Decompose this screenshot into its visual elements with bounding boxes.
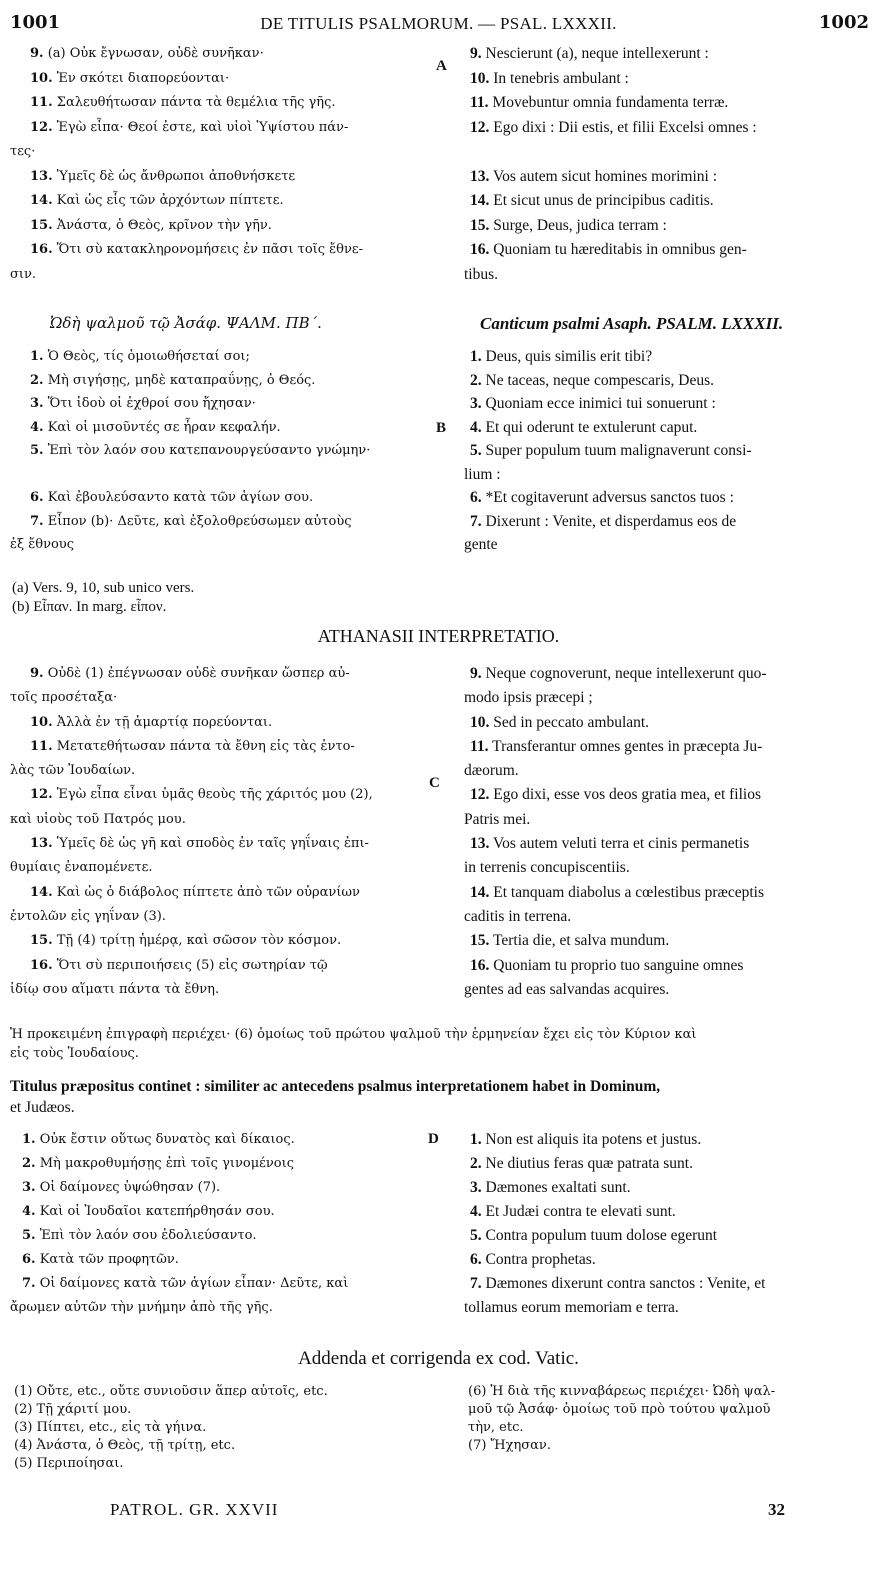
verse-text: Κατὰ τῶν προφητῶν.	[39, 1252, 179, 1267]
verse-line	[464, 686, 868, 710]
latin-column	[464, 662, 868, 1002]
addenda-line: (6) Ἡ διὰ τῆς κινναβάρεως περιέχει· Ὠδὴ ψαλ-	[468, 1384, 776, 1399]
verse-line	[10, 463, 430, 487]
margin-letter-a: A	[436, 58, 447, 74]
verse-text: Μὴ σιγήσῃς, μηδὲ καταπραΰνῃς, ὁ Θεός.	[47, 372, 316, 388]
verse-line	[464, 91, 868, 116]
verse-text: ἄρωμεν αὐτῶν τὴν μνήμην ἀπὸ τῆς γῆς.	[10, 1300, 273, 1315]
verse-number: 5.	[22, 1228, 36, 1243]
verse-number: 6.	[30, 490, 44, 505]
verse-line	[464, 510, 868, 534]
verse-line	[464, 463, 868, 487]
section-interpretatio	[0, 662, 877, 1012]
verse-line	[10, 929, 430, 953]
latin-psalm-title: Canticum psalmi Asaph. PSALM. LXXXII.	[480, 314, 784, 333]
verse-text: Surge, Deus, judica terram :	[493, 216, 667, 234]
verse-line	[464, 783, 868, 807]
verse-text: Καὶ ἐβουλεύσαντο κατὰ τῶν ἁγίων σου.	[47, 490, 314, 505]
verse-number: 12.	[470, 118, 490, 136]
verse-text: tollamus eorum memoriam e terra.	[464, 1299, 679, 1316]
addenda-line: (4) Ἀνάστα, ὁ Θεὸς, τῇ τρίτῃ, etc.	[14, 1438, 236, 1453]
verse-line	[10, 533, 430, 557]
verse-number: 10.	[30, 714, 53, 730]
verse-line	[464, 1272, 868, 1296]
verse-text: Εἶπον (b)· Δεῦτε, καὶ ἐξολοθρεύσωμεν αὐτοὺς	[47, 513, 352, 529]
verse-line	[10, 214, 430, 239]
addenda-line: τὴν, etc.	[468, 1420, 524, 1435]
verse-number: 7.	[22, 1276, 36, 1291]
verse-number: 15.	[30, 217, 53, 233]
verse-text: Ἀνάστα, ὁ Θεὸς, κρῖνον τὴν γῆν.	[56, 217, 272, 233]
verse-line	[464, 1224, 868, 1248]
verse-line	[10, 1272, 430, 1296]
latin-column	[464, 345, 868, 557]
verse-text: Οὐκ ἔστιν οὕτως δυνατὸς καὶ δίκαιος.	[39, 1132, 295, 1147]
verse-text: Movebuntur omnia fundamenta terræ.	[492, 94, 729, 111]
verse-number: 2.	[470, 371, 482, 389]
verse-number: 13.	[470, 167, 490, 185]
verse-line	[464, 662, 868, 686]
latin-titulus-note: Titulus præpositus continet : similiter ac antecedens psalmus interpretationem habet in Dominum, et Judæos.	[10, 1078, 661, 1116]
verse-number: 14.	[30, 884, 53, 900]
section-verses-1-7	[0, 1128, 877, 1328]
verse-line	[10, 1296, 430, 1320]
verse-line	[10, 416, 430, 440]
verse-line	[464, 832, 868, 856]
verse-text: Contra populum tuum dolose egerunt	[485, 1227, 718, 1244]
verse-text: gente	[464, 536, 498, 553]
verse-line	[10, 662, 430, 686]
verse-text: Καὶ ὡς ὁ διάβολος πίπτετε ἀπὸ τῶν οὐρανίων	[56, 884, 360, 900]
verse-line	[464, 189, 868, 214]
verse-text: Τῇ (4) τρίτῃ ἡμέρᾳ, καὶ σῶσον τὸν κόσμον.	[56, 933, 342, 949]
verse-text: Quoniam ecce inimici tui sonuerunt :	[485, 395, 716, 412]
verse-text: Et qui oderunt te extulerunt caput.	[485, 418, 698, 436]
verse-line	[464, 345, 868, 369]
greek-column	[10, 42, 430, 287]
verse-line	[464, 67, 868, 92]
addenda-left	[14, 1383, 434, 1473]
verse-number: 5.	[470, 1227, 482, 1244]
verse-line	[464, 214, 868, 239]
verse-number: 9.	[470, 665, 482, 682]
verse-number: 10.	[30, 70, 53, 86]
verse-number: 4.	[22, 1204, 36, 1219]
verse-number: 15.	[30, 933, 53, 949]
verse-number: 15.	[470, 932, 490, 950]
verse-line	[464, 905, 868, 929]
verse-number: 9.	[30, 46, 44, 61]
addenda-line: (3) Πίπτει, etc., εἰς τὰ γήινα.	[14, 1420, 207, 1435]
verse-number: 12.	[30, 787, 53, 803]
verse-text: Contra prophetas.	[485, 1251, 596, 1268]
verse-text: Καὶ οἱ μισοῦντές σε ἦραν κεφαλήν.	[47, 419, 281, 435]
verse-text: In tenebris ambulant :	[493, 69, 629, 87]
verse-text: Ἐγὼ εἶπα· Θεοί ἐστε, καὶ υἱοὶ Ὑψίστου πάν-	[56, 119, 349, 135]
psalm82-titles	[0, 314, 877, 344]
verse-number: 2.	[470, 1155, 482, 1172]
verse-text: Ἐν σκότει διαπορεύονται·	[56, 70, 230, 86]
verse-text: Vos autem sicut homines morimini :	[492, 167, 718, 185]
verse-text: Super populum tuum malignaverunt consi-	[485, 442, 752, 459]
verse-number: 2.	[22, 1156, 36, 1171]
margin-letter-c: C	[429, 775, 440, 791]
verse-text: Καὶ οἱ Ἰουδαῖοι κατεπήρθησάν σου.	[39, 1204, 275, 1219]
page-header	[0, 12, 877, 38]
verse-line	[10, 439, 430, 463]
verse-line	[10, 238, 430, 263]
verse-number: 4.	[470, 1203, 482, 1220]
verse-text: Et tanquam diabolus a cœlestibus præceptis	[493, 883, 765, 901]
verse-number: 4.	[30, 419, 44, 435]
verse-number: 1.	[470, 1131, 482, 1148]
verse-text: in terrenis concupiscentiis.	[464, 859, 630, 877]
verse-number: 11.	[470, 737, 489, 755]
verse-line	[464, 263, 868, 288]
latin-column	[464, 42, 868, 287]
verse-line	[464, 1176, 868, 1200]
verse-text: Ὅτι σὺ κατακληρονομήσεις ἐν πᾶσι τοῖς ἔθνε-	[56, 242, 364, 257]
verse-line	[464, 856, 868, 880]
verse-number: 3.	[470, 1179, 482, 1196]
footer-sheet-number: 32	[768, 1500, 785, 1519]
verse-line	[464, 954, 868, 978]
verse-text: Ego dixi, esse vos deos gratia mea, et filios	[493, 786, 761, 804]
verse-text: Καὶ ὡς εἷς τῶν ἀρχόντων πίπτετε.	[56, 193, 284, 208]
verse-line	[464, 42, 868, 67]
verse-number: 14.	[30, 193, 53, 208]
verse-line	[10, 881, 430, 905]
verse-number: 7.	[470, 512, 482, 530]
verse-number: 1.	[30, 349, 44, 364]
verse-line	[464, 439, 868, 463]
verse-text: τες·	[10, 144, 36, 159]
verse-number: 15.	[470, 216, 490, 234]
verse-text: Μετατεθήτωσαν πάντα τὰ ἔθνη εἰς τὰς ἐντο-	[56, 738, 355, 754]
verse-number: 7.	[30, 513, 44, 529]
verse-text: Ἐπὶ τὸν λαόν σου κατεπανουργεύσαντο γνώμην·	[47, 443, 371, 458]
verse-number: 13.	[30, 168, 53, 184]
greek-column	[10, 345, 430, 557]
verse-text: Et sicut unus de principibus caditis.	[493, 192, 714, 209]
verse-line	[464, 1248, 868, 1272]
verse-line	[10, 856, 430, 880]
verse-text: θυμίαις ἐναπομένετε.	[10, 860, 153, 876]
verse-text: Ἀλλὰ ἐν τῇ ἁμαρτίᾳ πορεύονται.	[56, 714, 273, 730]
verse-text: Quoniam tu proprio tuo sanguine omnes	[493, 956, 744, 974]
verse-text: Ὑμεῖς δὲ ὡς γῆ καὶ σποδὸς ἐν ταῖς γηΐναις ἐπι-	[56, 836, 369, 852]
latin-column	[464, 1128, 868, 1320]
verse-line	[10, 978, 430, 1002]
verse-number: 1.	[470, 348, 482, 365]
verse-text: tibus.	[464, 265, 499, 283]
verse-number: 10.	[470, 69, 490, 87]
verse-line	[10, 369, 430, 393]
verse-number: 6.	[22, 1252, 36, 1267]
verse-number: 16.	[30, 957, 53, 973]
verse-text: Ὁ Θεὸς, τίς ὁμοιωθήσεταί σοι;	[47, 349, 250, 364]
verse-number: 16.	[470, 241, 490, 258]
verse-text: Deus, quis similis erit tibi?	[485, 348, 653, 365]
verse-line	[464, 392, 868, 416]
section-psalm82	[0, 345, 877, 565]
verse-number: 5.	[30, 443, 44, 458]
verse-number: 11.	[30, 95, 53, 110]
verse-line	[464, 1128, 868, 1152]
verse-number: 6.	[470, 1251, 482, 1268]
verse-line	[464, 978, 868, 1002]
verse-text: Σαλευθήτωσαν πάντα τὰ θεμέλια τῆς γῆς.	[56, 95, 336, 110]
verse-number: 6.	[470, 489, 482, 506]
verse-line	[10, 189, 430, 214]
verse-line	[10, 1128, 430, 1152]
verse-text: gentes ad eas salvandas acquires.	[464, 980, 670, 998]
verse-text: ἐντολῶν εἰς γηΐναν (3).	[10, 908, 166, 924]
greek-epigraph-note: Ἡ προκειμένη ἐπιγραφὴ περιέχει· (6) ὁμοίως τοῦ πρώτου ψαλμοῦ τὴν ἑρμηνείαν ἔχει εἰς τὸν Κύριον καὶ εἰς τοὺς Ἰουδαίους.	[10, 1027, 697, 1061]
verse-text: Vos autem veluti terra et cinis permanetis	[492, 835, 750, 853]
verse-line	[10, 42, 430, 67]
verse-line	[10, 392, 430, 416]
verse-text: Et Judæi contra te elevati sunt.	[485, 1203, 676, 1220]
verse-line	[464, 759, 868, 783]
verse-line	[464, 416, 868, 440]
verse-number: 3.	[30, 396, 44, 411]
verse-text: Οἱ δαίμονες ὑψώθησαν (7).	[39, 1180, 221, 1195]
verse-line	[464, 486, 868, 510]
verse-line	[464, 1296, 868, 1320]
verse-text: ἰδίῳ σου αἵματι πάντα τὰ ἔθνη.	[10, 981, 220, 997]
verse-line	[10, 808, 430, 832]
verse-number: 14.	[470, 883, 490, 901]
verse-line	[10, 510, 430, 534]
verse-text: Tertia die, et salva mundum.	[492, 932, 670, 950]
verse-text: Ἐπὶ τὸν λαόν σου ἐδολιεύσαντο.	[39, 1228, 257, 1243]
verse-text: Dæmones exaltati sunt.	[485, 1179, 631, 1196]
verse-line	[10, 905, 430, 929]
verse-text: ἐξ ἔθνους	[10, 537, 74, 552]
verse-text: Ne diutius feras quæ patrata sunt.	[485, 1155, 693, 1172]
verse-text: Οὐδὲ (1) ἐπέγνωσαν οὐδὲ συνῆκαν ὥσπερ αὐ-	[47, 666, 350, 681]
greek-column	[10, 1128, 430, 1320]
verse-line	[10, 140, 430, 165]
greek-column	[10, 662, 430, 1002]
verse-text: Sed in peccato ambulant.	[493, 713, 650, 731]
margin-letter-b: B	[436, 420, 447, 436]
addenda-heading: Addenda et corrigenda ex cod. Vatic.	[298, 1348, 579, 1369]
verse-line	[464, 533, 868, 557]
verse-line	[10, 783, 430, 807]
verse-line	[10, 263, 430, 288]
addenda-line: (2) Τῇ χάριτί μου.	[14, 1402, 132, 1417]
addenda-line: (1) Οὔτε, etc., οὔτε συνιοῦσιν ἅπερ αὐτοῖς, etc.	[14, 1384, 328, 1399]
verse-line	[464, 1200, 868, 1224]
verse-line	[10, 735, 430, 759]
verse-line	[10, 1200, 430, 1224]
verse-text: λὰς τῶν Ἰουδαίων.	[10, 763, 136, 779]
verse-number: 11.	[470, 94, 489, 111]
footnote-b: (b) Εἶπαν. In marg. εἶπον.	[12, 599, 167, 615]
verse-line	[464, 711, 868, 735]
verse-text: Ὅτι ἰδοὺ οἱ ἐχθροί σου ἤχησαν·	[47, 396, 256, 411]
verse-line	[10, 486, 430, 510]
verse-line	[464, 116, 868, 141]
verse-line	[10, 686, 430, 710]
verse-number: 12.	[30, 119, 53, 135]
verse-number: 9.	[470, 45, 482, 62]
footer-signature: PATROL. GR. XXVII	[110, 1500, 279, 1519]
verse-text: *Et cogitaverunt adversus sanctos tuos :	[485, 489, 734, 506]
addenda-right	[468, 1383, 868, 1455]
verse-text: Ne taceas, neque compescaris, Deus.	[485, 371, 715, 389]
verse-text: σιν.	[10, 266, 37, 282]
section-psalm81-end	[0, 42, 877, 292]
verse-number: 12.	[470, 786, 490, 804]
verse-line	[10, 67, 430, 92]
addenda-line: (5) Περιποίησαι.	[14, 1456, 124, 1471]
verse-number: 3.	[22, 1180, 36, 1195]
verse-line	[10, 1152, 430, 1176]
margin-letter-d: D	[428, 1131, 439, 1147]
verse-text: Neque cognoverunt, neque intellexerunt quo-	[485, 665, 767, 682]
verse-number: 9.	[30, 666, 44, 681]
addenda-line: (7) Ἤχησαν.	[468, 1438, 551, 1453]
verse-line	[10, 759, 430, 783]
greek-psalm-title: Ὠδὴ ψαλμοῦ τῷ Ἀσάφ. ΨΑΛΜ. ΠΒ΄.	[50, 314, 322, 332]
verse-text: Dixerunt : Venite, et disperdamus eos de	[485, 512, 737, 530]
verse-number: 16.	[470, 956, 490, 974]
verse-line	[464, 140, 868, 165]
verse-number: 13.	[30, 836, 53, 852]
verse-line	[464, 238, 868, 263]
verse-line	[10, 1248, 430, 1272]
verse-text: modo ipsis præcepi ;	[464, 689, 593, 707]
verse-text: Quoniam tu hæreditabis in omnibus gen-	[493, 241, 747, 258]
verse-line	[10, 91, 430, 116]
verse-text: Nescierunt (a), neque intellexerunt :	[485, 45, 709, 62]
verse-text: Μὴ μακροθυμήσῃς ἐπὶ τοῖς γινομένοις	[39, 1156, 294, 1171]
verse-line	[10, 116, 430, 141]
verse-text: (a) Οὐκ ἔγνωσαν, οὐδὲ συνῆκαν·	[47, 46, 264, 61]
verse-text: Ego dixi : Dii estis, et filii Excelsi omnes :	[493, 118, 757, 136]
verse-line	[10, 165, 430, 190]
verse-text: Non est aliquis ita potens et justus.	[485, 1131, 702, 1148]
verse-number: 1.	[22, 1132, 36, 1147]
verse-text: Patris mei.	[464, 810, 531, 828]
addenda-line: μοῦ τῷ Ἀσάφ· ὁμοίως τοῦ πρὸ τούτου ψαλμοῦ	[468, 1402, 771, 1417]
verse-line	[10, 711, 430, 735]
verse-number: 7.	[470, 1275, 482, 1292]
page-number-left: 1001	[10, 12, 61, 33]
verse-text: τοῖς προσέταξα·	[10, 690, 118, 706]
verse-text: Ὅτι σὺ περιποιήσεις (5) εἰς σωτηρίαν τῷ	[56, 957, 328, 973]
section-heading: ATHANASII INTERPRETATIO.	[317, 626, 560, 646]
page-number-right: 1002	[818, 12, 869, 33]
verse-text: Οἱ δαίμονες κατὰ τῶν ἁγίων εἶπαν· Δεῦτε, καὶ	[39, 1276, 349, 1291]
verse-number: 4.	[470, 418, 482, 436]
running-title: DE TITULIS PSALMORUM. — PSAL. LXXXII.	[260, 14, 617, 33]
verse-number: 13.	[470, 835, 490, 853]
verse-text: dæorum.	[464, 762, 519, 780]
verse-line	[10, 1224, 430, 1248]
verse-line	[464, 808, 868, 832]
verse-line	[10, 832, 430, 856]
verse-line	[464, 881, 868, 905]
verse-line	[464, 369, 868, 393]
verse-number: 2.	[30, 372, 44, 388]
verse-text: Ὑμεῖς δὲ ὡς ἄνθρωποι ἀποθνήσκετε	[56, 168, 296, 184]
verse-line	[10, 1176, 430, 1200]
verse-number: 3.	[470, 395, 482, 412]
verse-line	[464, 165, 868, 190]
verse-line	[10, 954, 430, 978]
verse-number: 14.	[470, 192, 490, 209]
verse-text: Ἐγὼ εἶπα εἶναι ὑμᾶς θεοὺς τῆς χάριτός μου (2),	[56, 787, 373, 803]
verse-text: lium :	[464, 465, 501, 483]
verse-line	[464, 1152, 868, 1176]
verse-line	[10, 345, 430, 369]
verse-number: 11.	[30, 738, 53, 754]
verse-number: 10.	[470, 713, 490, 731]
footnote-a: (a) Vers. 9, 10, sub unico vers.	[12, 580, 195, 596]
verse-line	[464, 735, 868, 759]
verse-text: Transferantur omnes gentes in præcepta Ju-	[492, 737, 763, 755]
verse-number: 5.	[470, 442, 482, 459]
verse-text: Dæmones dixerunt contra sanctos : Venite, et	[485, 1275, 766, 1292]
verse-line	[464, 929, 868, 953]
verse-number: 16.	[30, 242, 53, 257]
verse-text: καὶ υἱοὺς τοῦ Πατρός μου.	[10, 811, 186, 827]
verse-text: caditis in terrena.	[464, 907, 572, 925]
